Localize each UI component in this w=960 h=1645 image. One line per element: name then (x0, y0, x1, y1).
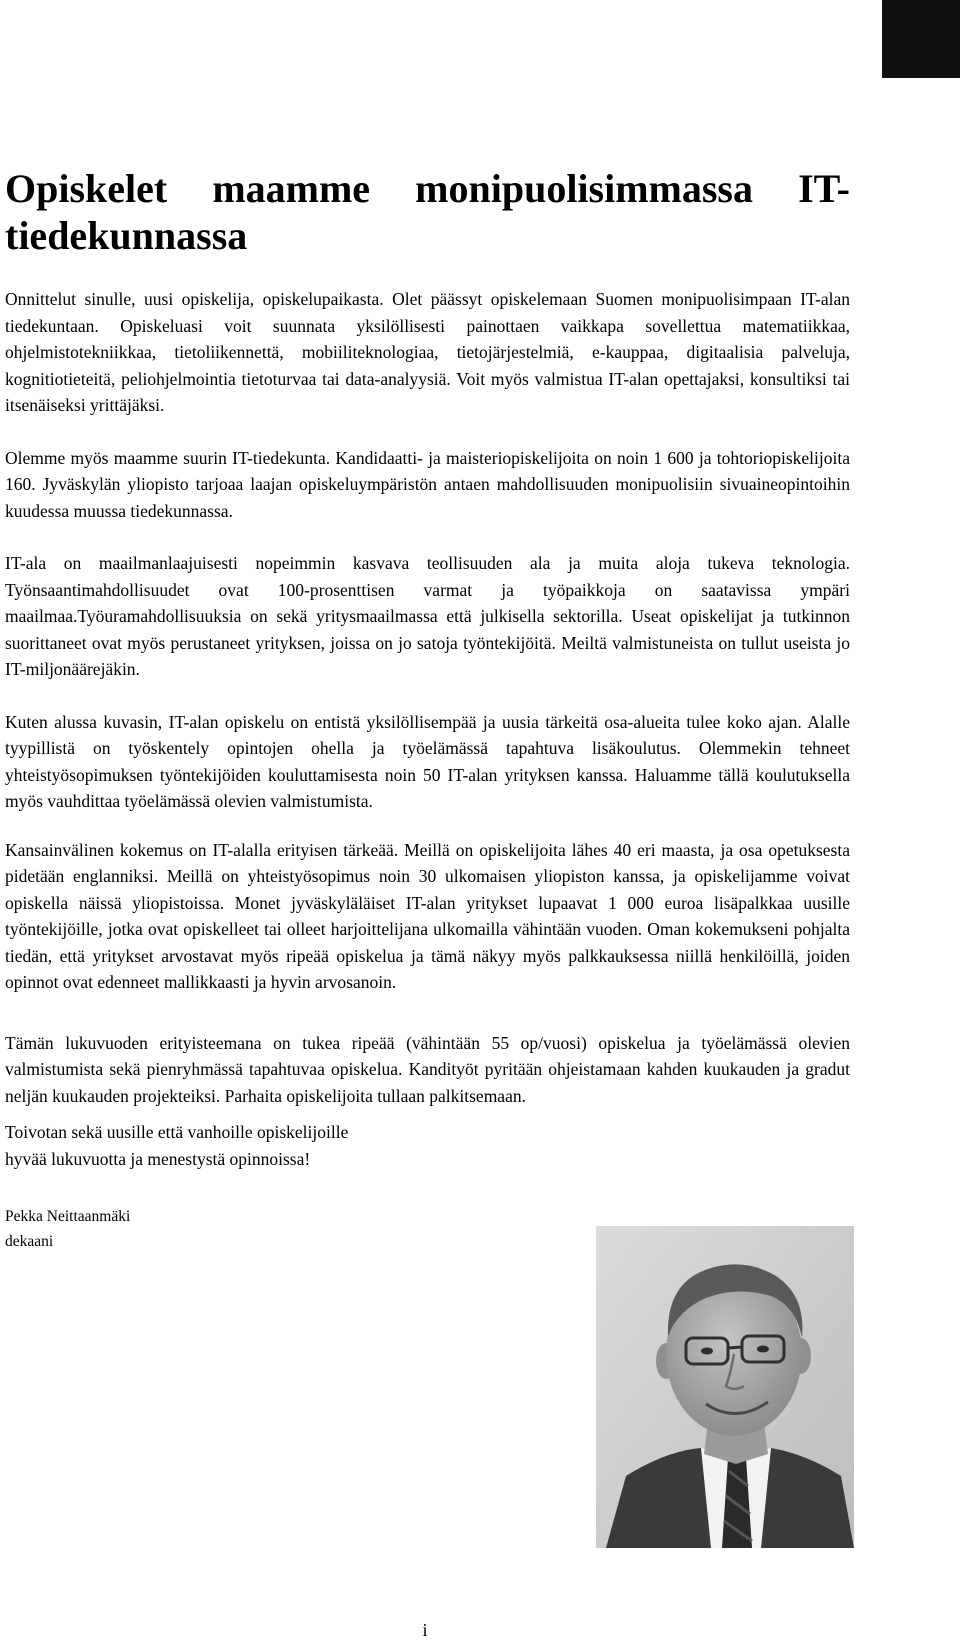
article (5, 165, 850, 1254)
paragraph-individual-study: Kuten alussa kuvasin, IT-alan opiskelu on entistä yksilöllisempää ja uusia tärkeitä osa-alueita tulee koko ajan. Alalle tyypillistä on työskentely opintojen ohella ja työelämässä tapahtuva lisäkoulutus. Olemmekin tehneet yhteistyösopimuksen työntekijöiden kouluttamisesta noin 50 IT-alan yrityksen kanssa. Haluamme tällä koulutuksella myös vauhdittaa työelämässä olevien valmistumista. (5, 711, 850, 811)
closing-line-1: Toivotan sekä uusille että vanhoille opiskelijoille (5, 1122, 349, 1142)
signature-name: Pekka Neittaanmäki (5, 1208, 131, 1225)
corner-thumb-tab (882, 0, 960, 78)
closing-line-2: hyvää lukuvuotta ja menestystä opinnoissa! (5, 1148, 311, 1169)
dean-portrait-photo (596, 1226, 854, 1548)
portrait-illustration (596, 1226, 854, 1548)
paragraph-faculty-size: Olemme myös maamme suurin IT-tiedekunta. Kandidaatti- ja maisteriopiskelijoita on noin 1 600 ja tohtoriopiskelijoita 160. Jyväskylän yliopisto tarjoaa laajan opiskeluympäristön antaen mahdollisuuden monipuolisiin sivuaineopintoihin kuudessa muussa tiedekunnassa. (5, 447, 850, 521)
paragraph-it-industry: IT-ala on maailmanlaajuisesti nopeimmin kasvava teollisuuden ala ja muita aloja tukeva teknologia. Työnsaantimahdollisuudet ovat 100-prosenttisen varmat ja työpaikkoja on saatavissa ympäri maailmaa.Työuramahdollisuuksia on sekä yritysmaailmassa että julkisella sektorilla. Useat opiskelijat ja tutkinnon suorittaneet ovat myös perustaneet yrityksen, joissa on jo satoja työntekijöitä. Meiltä valmistuneista on tullut useista jo IT-miljonäärejäkin. (5, 553, 850, 679)
page-title: Opiskelet maamme monipuolisimmassa IT-tiedekunnassa (5, 166, 850, 258)
paragraph-yearly-theme: Tämän lukuvuoden erityisteemana on tukea ripeää (vähintään 55 op/vuosi) opiskelua ja työelämässä olevien valmistumista sekä pienryhmässä tapahtuvaa opiskelua. Kandityöt pyritään ohjeistamaan kahden kuukauden ja gradut neljän kuukauden projekteiksi. Parhaita opiskelijoita tullaan palkitsemaan. (5, 1032, 850, 1106)
paragraph-international: Kansainvälinen kokemus on IT-alalla erityisen tärkeää. Meillä on opiskelijoita lähes 40 eri maasta, ja osa opetuksesta pidetään englanniksi. Meillä on yhteistyösopimus noin 30 ulkomaisen yliopiston kanssa, ja opiskelijamme voivat opiskella näissä yliopistoissa. Monet jyväskyläläiset IT-alan yritykset lupaavat 1 000 euroa lisäpalkkaa uusille työntekijöille, jotka ovat opiskelleet tai olleet harjoittelijana ulkomailla vähintään vuoden. Oman kokemukseni pohjalta tiedän, että yritykset arvostavat myös ripeää opiskelua ja tämä näkyy myös palkkauksessa niillä henkilöillä, joiden opinnot ovat edenneet mallikkaasti ja hyvin arvosanoin. (5, 839, 850, 992)
paragraph-intro: Onnittelut sinulle, uusi opiskelija, opiskelupaikasta. Olet päässyt opiskelemaan Suomen monipuolisimpaan IT-alan tiedekuntaan. Opiskeluasi voit suunnata yksilöllisesti painottaen vaikkapa sovellettua matematiikkaa, ohjelmistotekniikkaa, tietoliikennettä, mobiiliteknologiaa, tietojärjestelmiä, e-kauppaa, digitaalisia palveluja, kognitiotieteitä, peliohjelmointia tietoturvaa tai data-analyysiä. Voit myös valmistua IT-alan opettajaksi, konsultiksi tai itsenäiseksi yrittäjäksi. (5, 289, 850, 415)
closing-greeting (5, 1119, 465, 1172)
page-number: i (422, 1620, 428, 1640)
signature-role: dekaani (5, 1233, 54, 1250)
